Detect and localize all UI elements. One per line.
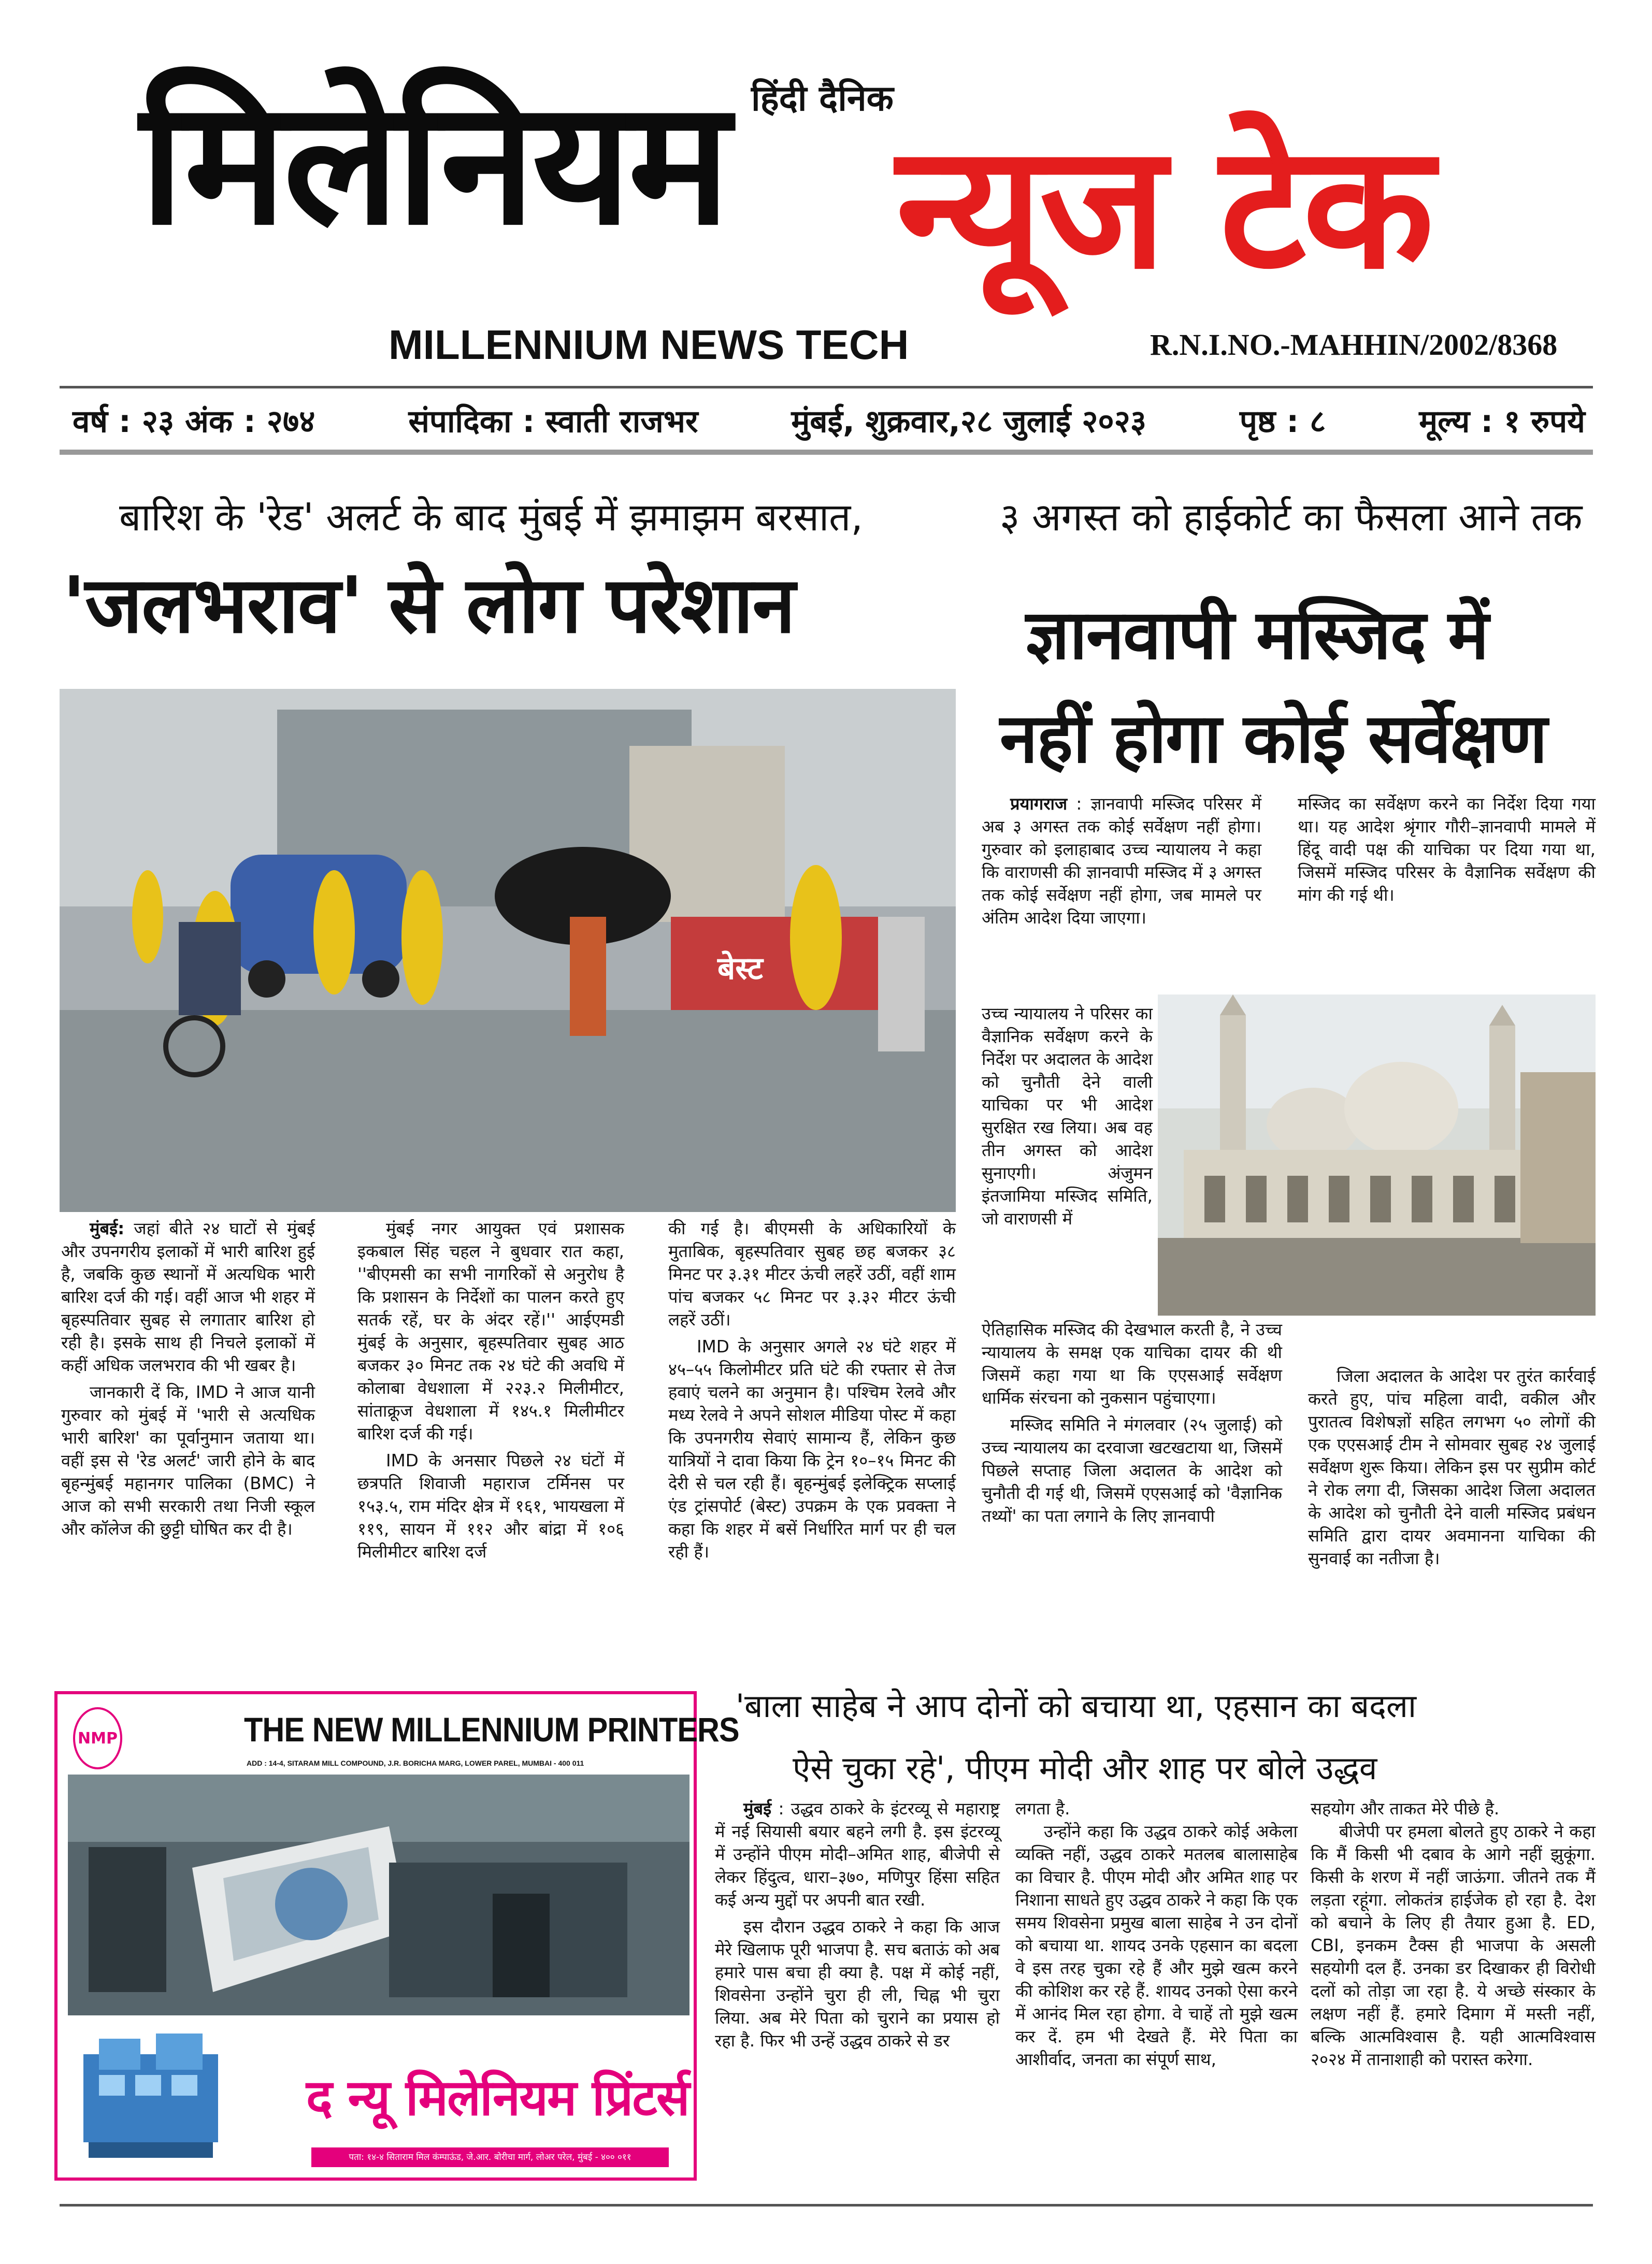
photo-sign-text: बेस्ट xyxy=(717,950,763,987)
right-col1-para2: उच्च न्यायालय ने परिसर का वैज्ञानिक सर्वेक्षण करने के निर्देश पर अदालत के आदेश को चुनौती देने वाली याचिका पर भी आदेश सुरक्षित रख लिया। अब वह तीन अगस्त को आदेश सुनाएगी। अंजुमन इंतजामिया मस्जिद समिति, जो वाराणसी में xyxy=(982,1004,1153,1229)
info-pages: पृष्ठ : ८ xyxy=(1239,403,1326,440)
printing-machine-icon xyxy=(68,2023,239,2168)
lead-col2-para2: IMD के अनसार पिछले २४ घंटों में छत्रपति शिवाजी महाराज टर्मिनस पर १५३.५, राम मंदिर क्षेत्र में १६१, भायखला में ११९, सायन में ११२ और बांद्रा में १०६ मिलीमीटर बारिश दर्ज xyxy=(357,1451,624,1562)
gyanvapi-mosque-photo xyxy=(1158,994,1596,1316)
lead-story-kicker: बारिश के 'रेड' अलर्ट के बाद मुंबई में झमाझम बरसात, xyxy=(119,495,863,540)
lead-col2-para1: मुंबई नगर आयुक्त एवं प्रशासक इकबाल सिंह चहल ने बुधवार रात कहा, ''बीएमसी का सभी नागरिकों से अनुरोध है कि प्रशासन के निर्देशों का पालन करते हुए सतर्क रहें, घर के अंदर रहें।'' आईएमडी मुंबई के अनुसार, बृहस्पतिवार सुबह आठ बजकर ३० मिनट तक २४ घंटे की अवधि में कोलाबा वेधशाला में २२३.२ मिलीमीटर, सांताक्रूज वेधशाला में १४५.१ मिलीमीटर बारिश दर्ज की गई। xyxy=(357,1219,624,1444)
right-col2-para2: जिला अदालत के आदेश पर तुरंत कार्रवाई करते हुए, पांच महिला वादी, वकील और पुरातत्व विशेषज्ञों सहित लगभग ५० लोगों की एक एएसआई टीम ने सोमवार सुबह २४ जुलाई सर्वेक्षण शुरू किया। लेकिन इस पर सुप्रीम कोर्ट ने रोक लगा दी, जिसका आदेश जिला अदालत के आदेश को चुनौती देने वाली मस्जिद प्रबंधन समिति द्वारा दायर अवमानना याचिका की सुनवाई का नतीजा है। xyxy=(1308,1366,1596,1568)
right-col-2-top xyxy=(1298,792,1596,906)
masthead-daily-label: हिंदी दैनिक xyxy=(751,78,894,119)
ad-address-hindi: पता: १४-४ सिताराम मिल कंम्पाऊंड, जे.आर. बोरीचा मार्ग, लोअर परेल, मुंबई - ४०० ०११ xyxy=(311,2147,669,2167)
ad-press-photo xyxy=(68,1775,689,2015)
lead-col-3 xyxy=(668,1217,956,1563)
ad-machine-graphic xyxy=(68,2023,239,2168)
bottom-col-1 xyxy=(715,1797,1000,2052)
lead-col-2 xyxy=(357,1217,624,1563)
bottom-col1-para1: : उद्धव ठाकरे के इंटरव्यू से महाराष्ट्र में नई सियासी बयार बहने लगी है. इस इंटरव्यू में उन्होंने पीएम मोदी–अमित शाह, बीजेपी से लेकर हिंदुत्व, धारा–३७०, मणिपुर हिंसा सहित कई अन्य मुद्दों पर अपनी बात रखी. xyxy=(715,1799,1000,1910)
bottom-col2-para2: उन्होंने कहा कि उद्धव ठाकरे कोई अकेला व्यक्ति नहीं, उद्धव ठाकरे मतलब बालासाहेब का विचार है. पीएम मोदी और अमित शाह पर निशाना साधते हुए उद्धव ठाकरे ने कहा कि एक समय शिवसेना प्रमुख बाला साहेब ने उन दोनों को बचाया था. शायद उनके एहसान का बदला वे इस तरह चुका रहे हैं और मुझे खत्म करने की कोशिश कर रहे हैं. शायद उनको ऐसा करने में आनंद मिल रहा होगा. वे चाहें तो मुझे खत्म कर दें. हम भी देखते हैं. मेरे पिता का आशीर्वाद, जनता का संपूर्ण साथ, xyxy=(1015,1822,1298,2069)
mosque-illustration xyxy=(1158,994,1596,1316)
right-col1-para3: ऐतिहासिक मस्जिद की देखभाल करती है, ने उच्च न्यायालय के समक्ष एक याचिका दायर की थी जिसमें कहा गया था कि एएसआई सर्वेक्षण धार्मिक संरचना को नुकसान पहुंचाएगा। xyxy=(982,1320,1282,1408)
right-story-headline-line1: ज्ञानवापी मस्जिद में xyxy=(1026,595,1488,675)
masthead-title-black: मिलेनियम xyxy=(140,64,727,263)
right-col-1-narrow xyxy=(982,1002,1153,1230)
bottom-story-headline-line1: 'बाला साहेब ने आप दोनों को बचाया था, एहसान का बदला xyxy=(736,1687,1416,1725)
bottom-col1-para2: इस दौरान उद्धव ठाकरे ने कहा कि आज मेरे खिलाफ पूरी भाजपा है. सच बताऊं को अब हमारे पास बचा ही क्या है. पक्ष में कोई नहीं, शिवसेना उन्होंने चुरा ही ली, चिह्न भी चुरा लिया. अब मेरे पिता को चुराने का प्रयास हो रहा है. फिर भी उन्हें उद्धव ठाकरे से डर xyxy=(715,1917,1000,2051)
rain-street-illustration xyxy=(60,689,956,1212)
lead-col3-para1: की गई है। बीएमसी के अधिकारियों के मुताबिक, बृहस्पतिवार सुबह छह बजकर ३८ मिनट पर ३.३१ मीटर ऊंची लहरें उठीं, वहीं शाम पांच बजकर ५८ मिनट पर ३.३२ मीटर ऊंची लहरें उठीं। xyxy=(668,1219,956,1330)
right-col2-para1: मस्जिद का सर्वेक्षण करने का निर्देश दिया गया था। यह आदेश श्रृंगार गौरी–ज्ञानवापी मामले में हिंदू वादी पक्ष की याचिका पर दिया गया था, जिसमें मस्जिद परिसर के वैज्ञानिक सर्वेक्षण की मांग की गई थी। xyxy=(1298,794,1596,905)
right-story-kicker: ३ अगस्त को हाईकोर्ट का फैसला आने तक xyxy=(1000,495,1583,540)
lead-dateline: मुंबई: xyxy=(90,1219,125,1238)
masthead-top-rule xyxy=(60,386,1593,388)
lead-col1-para1: जहां बीते २४ घाटों से मुंबई और उपनगरीय इलाकों में भारी बारिश हुई है, जबकि कुछ स्थानों में अत्यधिक भारी बारिश दर्ज की गई। वहीं आज भी शहर में बृहस्पतिवार सुबह से लगातार बारिश हो रही है। इसके साथ ही निचले इलाकों में कहीं अधिक जलभराव की भी खबर है। xyxy=(61,1219,315,1375)
ad-press-illustration xyxy=(68,1775,689,2015)
info-place-date: मुंबई, शुक्रवार,२८ जुलाई २०२३ xyxy=(791,403,1146,440)
info-editor: संपादिका : स्वाती राजभर xyxy=(408,403,698,440)
page-bottom-rule xyxy=(60,2204,1593,2207)
ad-address-english: ADD : 14-4, SITARAM MILL COMPOUND, J.R. BORICHA MARG, LOWER PAREL, MUMBAI - 400 011 xyxy=(247,1759,584,1767)
bottom-dateline: मुंबई xyxy=(743,1799,772,1819)
ad-title: THE NEW MILLENNIUM PRINTERS xyxy=(244,1710,739,1749)
lead-col3-para2: IMD के अनुसार अगले २४ घंटे शहर में ४५–५५ किलोमीटर प्रति घंटे की रफ्तार से तेज हवाएं चलने का अनुमान है। पश्चिम रेलवे और मध्य रेलवे ने अपने सोशल मीडिया पोस्ट में कहा कि उपनगरीय सेवाएं सामान्य हैं, लेकिन कुछ यात्रियों ने दावा किया कि ट्रेन १०–१५ मिनट की देरी से चल रही हैं। बृहन्मुंबई इलेक्ट्रिक सप्लाई एंड ट्रांसपोर्ट (बेस्ट) उपक्रम के एक प्रवक्ता ने कहा कि शहर में बसें निर्धारित मार्ग पर ही चल रही हैं। xyxy=(668,1337,956,1562)
masthead-info-bar xyxy=(73,399,1585,441)
lead-col1-para2: जानकारी दें कि, IMD ने आज यानी गुरुवार को मुंबई में 'भारी से अत्यधिक भारी बारिश' का पूर्वानुमान जताया था। वहीं इस से 'रेड अलर्ट' जारी होने के बाद बृहन्मुंबई महानगर पालिका (BMC) ने आज को सभी सरकारी तथा निजी स्कूल और कॉलेज की छुट्टी घोषित कर दी है। xyxy=(61,1382,315,1539)
right-col-1-bottom xyxy=(982,1318,1282,1527)
masthead-english-title: MILLENNIUM NEWS TECH xyxy=(389,322,909,368)
right-col1-para4: मस्जिद समिति ने मंगलवार (२५ जुलाई) को उच्च न्यायालय का दरवाजा खटखटाया था, जिसमें पिछले सप्ताह जिला अदालत के आदेश को चुनौती दी गई थी, जिसमें एएसआई को 'वैज्ञानिक तथ्यों' का पता लगाने के लिए ज्ञानवापी xyxy=(982,1415,1282,1526)
bottom-col-3 xyxy=(1311,1797,1596,2071)
masthead-rni-number: R.N.I.NO.-MAHHIN/2002/8368 xyxy=(1150,328,1558,362)
info-year-issue: वर्ष : २३ अंक : २७४ xyxy=(73,403,315,440)
right-story-headline-line2: नहीं होगा कोई सर्वेक्षण xyxy=(1000,699,1547,778)
ad-hindi-title: द न्यू मिलेनियम प्रिंटर्स xyxy=(306,2069,689,2127)
bottom-col-2 xyxy=(1015,1797,1298,2071)
right-col-2-bottom xyxy=(1308,1365,1596,1570)
right-col-1-top xyxy=(982,792,1261,929)
right-col1-para1: : ज्ञानवापी मस्जिद परिसर में अब ३ अगस्त तक कोई सर्वेक्षण नहीं होगा। गुरुवार को इलाहाबाद उच्च न्यायालय ने कहा कि वाराणसी की ज्ञानवापी मस्जिद में ३ अगस्त तक कोई सर्वेक्षण नहीं होगा, जब मामले पर अंतिम आदेश दिया जाएगा। xyxy=(982,794,1261,928)
rain-street-photo xyxy=(60,689,956,1212)
info-price: मूल्य : १ रुपये xyxy=(1419,403,1585,440)
right-dateline: प्रयागराज xyxy=(1010,794,1068,814)
masthead-title-red: न्यूज टेक xyxy=(896,108,1431,307)
bottom-story-headline-line2: ऐसे चुका रहे', पीएम मोदी और शाह पर बोले उद्धव xyxy=(793,1749,1377,1787)
bottom-col3-para2: बीजेपी पर हमला बोलते हुए ठाकरे ने कहा कि मैं किसी भी दबाव के आगे नहीं झुकूंगा. किसी के शरण में नहीं जाऊंगा. जीतने तक मैं लड़ता रहूंगा. लोकतंत्र हाईजेक हो रहा है. देश को बचाने के लिए ही तैयार हुआ है. ED, CBI, इनकम टैक्स ही भाजपा के असली सहयोगी दल हैं. उनका डर दिखाकर ही विरोधी दलों को तोड़ा जा रहा है. ये अच्छे संस्कार के लक्षण नहीं हैं. हमारे दिमाग में मस्ती नहीं, बल्कि आत्मविश्वास है. यही आत्मविश्वास २०२४ में तानाशाही को परास्त करेगा. xyxy=(1311,1822,1596,2069)
lead-col-1 xyxy=(61,1217,315,1540)
lead-story-headline: 'जलभराव' से लोग परेशान xyxy=(62,560,795,651)
ad-logo: NMP xyxy=(73,1707,122,1769)
masthead-bottom-rule xyxy=(60,450,1593,455)
printers-advertisement xyxy=(54,1691,739,2181)
bottom-col2-para1: लगता है. xyxy=(1015,1799,1070,1819)
bottom-col3-para1: सहयोग और ताकत मेरे पीछे है. xyxy=(1311,1799,1500,1819)
